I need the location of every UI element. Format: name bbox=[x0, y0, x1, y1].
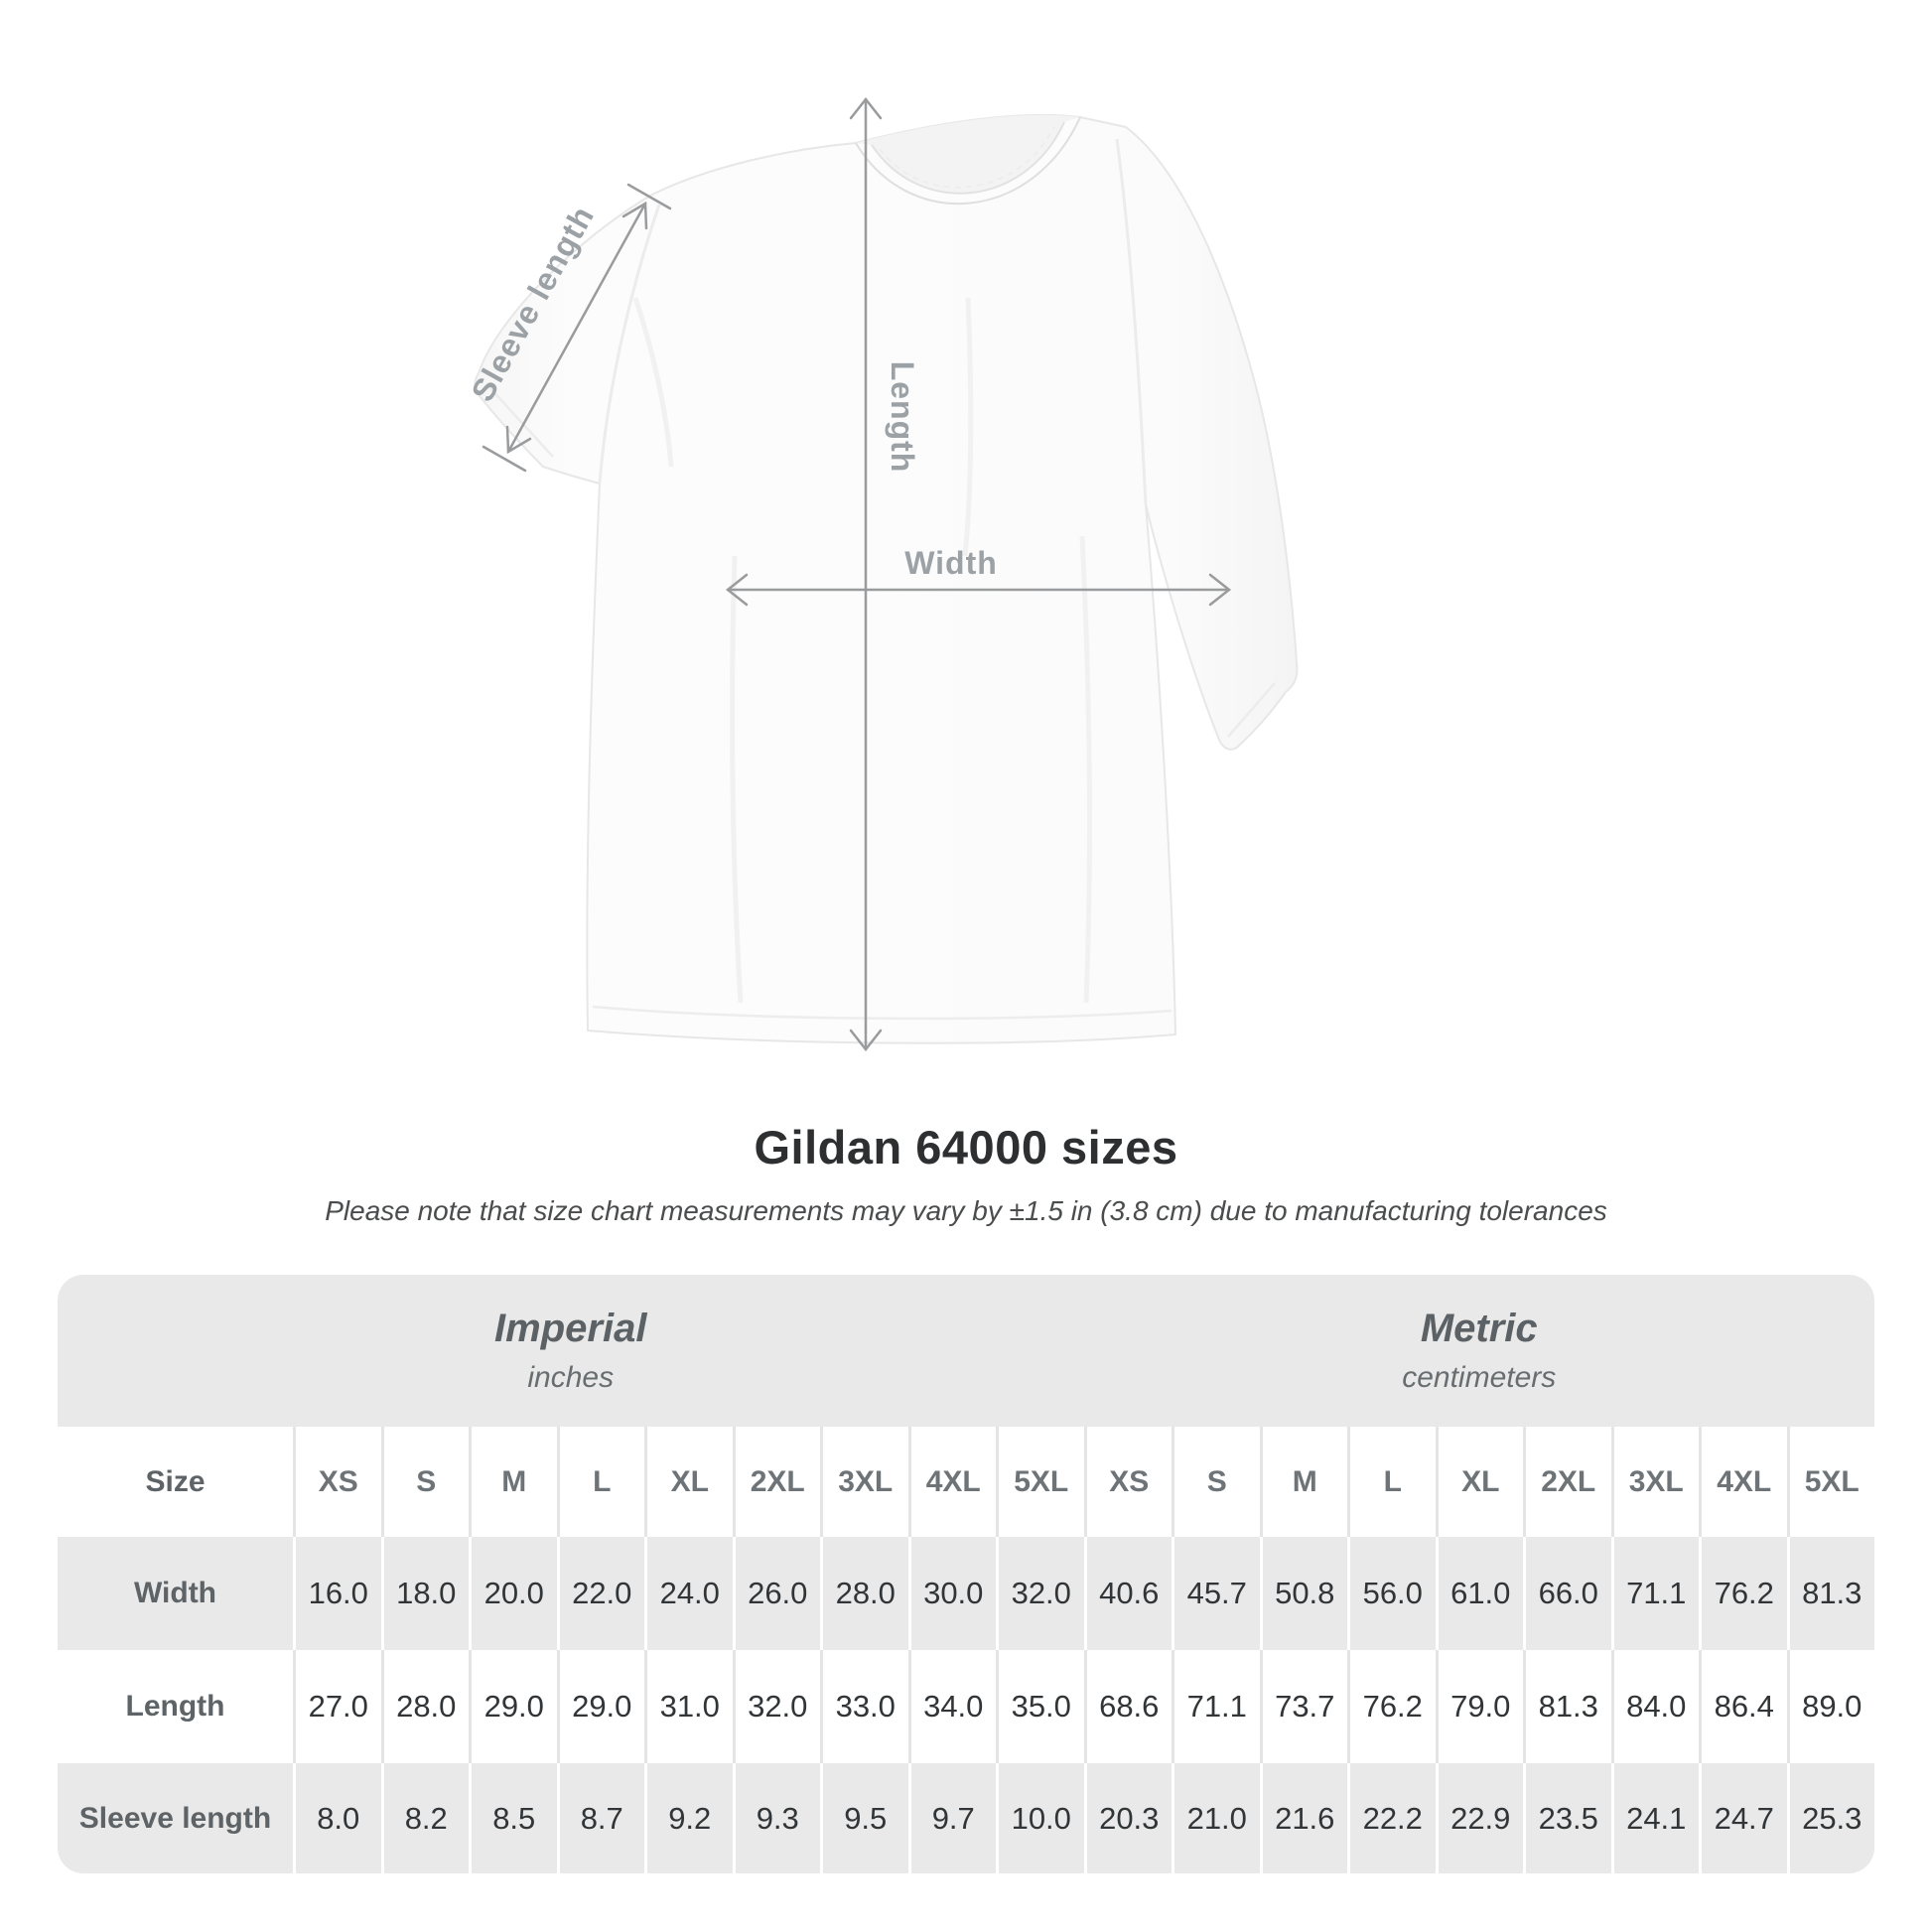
measurement-cell-metric: 24.7 bbox=[1699, 1763, 1787, 1873]
row-label: Sleeve length bbox=[58, 1763, 293, 1873]
size-header: S bbox=[1172, 1427, 1260, 1537]
measurement-cell-metric: 25.3 bbox=[1787, 1763, 1875, 1873]
size-header: L bbox=[557, 1427, 645, 1537]
page-title: Gildan 64000 sizes bbox=[754, 1121, 1178, 1173]
size-header: L bbox=[1347, 1427, 1436, 1537]
unit-group-imperial bbox=[58, 1275, 1084, 1427]
measurement-cell-imperial: 9.7 bbox=[908, 1763, 997, 1873]
unit-group-imperial-name: Imperial bbox=[494, 1307, 647, 1350]
measurement-cell-metric: 21.6 bbox=[1260, 1763, 1348, 1873]
measurement-cell-imperial: 8.5 bbox=[469, 1763, 557, 1873]
measurement-cell-metric: 50.8 bbox=[1260, 1537, 1348, 1650]
measurement-cell-imperial: 9.2 bbox=[644, 1763, 733, 1873]
measurement-cell-metric: 22.9 bbox=[1436, 1763, 1524, 1873]
size-header: 3XL bbox=[1611, 1427, 1700, 1537]
size-header: XS bbox=[1084, 1427, 1173, 1537]
size-table bbox=[58, 1275, 1874, 1873]
measurement-cell-metric: 73.7 bbox=[1260, 1650, 1348, 1763]
row-label: Width bbox=[58, 1537, 293, 1650]
measurement-cell-metric: 71.1 bbox=[1611, 1537, 1700, 1650]
measurement-cell-imperial: 8.7 bbox=[557, 1763, 645, 1873]
unit-group-imperial-unit: inches bbox=[527, 1361, 615, 1394]
measurement-cell-imperial: 29.0 bbox=[557, 1650, 645, 1763]
size-header: 3XL bbox=[820, 1427, 908, 1537]
measurement-cell-imperial: 31.0 bbox=[644, 1650, 733, 1763]
measurement-cell-imperial: 30.0 bbox=[908, 1537, 997, 1650]
unit-group-metric-unit: centimeters bbox=[1402, 1361, 1557, 1394]
measurement-cell-imperial: 32.0 bbox=[733, 1650, 821, 1763]
measurement-cell-metric: 76.2 bbox=[1347, 1650, 1436, 1763]
measurement-cell-imperial: 27.0 bbox=[293, 1650, 381, 1763]
length-label: Length bbox=[885, 360, 920, 474]
measurement-cell-imperial: 28.0 bbox=[820, 1537, 908, 1650]
measurement-cell-metric: 79.0 bbox=[1436, 1650, 1524, 1763]
measurement-cell-imperial: 35.0 bbox=[996, 1650, 1084, 1763]
measurement-cell-metric: 76.2 bbox=[1699, 1537, 1787, 1650]
row-label: Length bbox=[125, 1690, 225, 1723]
measurement-cell-metric: 21.0 bbox=[1172, 1763, 1260, 1873]
measurement-cell-metric: 81.3 bbox=[1523, 1650, 1611, 1763]
measurement-cell-metric: 22.2 bbox=[1347, 1763, 1436, 1873]
unit-group-metric-name: Metric bbox=[1420, 1307, 1538, 1350]
measurement-cell-metric: 86.4 bbox=[1699, 1650, 1787, 1763]
size-header: 5XL bbox=[996, 1427, 1084, 1537]
size-header: XL bbox=[1436, 1427, 1524, 1537]
measurement-cell-metric: 40.6 bbox=[1084, 1537, 1173, 1650]
measurement-cell-metric: 66.0 bbox=[1523, 1537, 1611, 1650]
measurement-cell-imperial: 33.0 bbox=[820, 1650, 908, 1763]
measurement-cell-metric: 84.0 bbox=[1611, 1650, 1700, 1763]
measurement-cell-imperial: 26.0 bbox=[733, 1537, 821, 1650]
measurement-cell-metric: 56.0 bbox=[1347, 1537, 1436, 1650]
measurement-cell-metric: 81.3 bbox=[1787, 1537, 1875, 1650]
size-header: 4XL bbox=[1699, 1427, 1787, 1537]
measurement-cell-imperial: 20.0 bbox=[469, 1537, 557, 1650]
measurement-cell-metric: 20.3 bbox=[1084, 1763, 1173, 1873]
size-header: 2XL bbox=[1523, 1427, 1611, 1537]
measurement-cell-imperial: 9.5 bbox=[820, 1763, 908, 1873]
measurement-cell-imperial: 34.0 bbox=[908, 1650, 997, 1763]
unit-group-metric bbox=[1084, 1275, 1875, 1427]
measurement-cell-metric: 23.5 bbox=[1523, 1763, 1611, 1873]
measurement-cell-metric: 24.1 bbox=[1611, 1763, 1700, 1873]
width-label: Width bbox=[904, 545, 998, 581]
size-header: XS bbox=[293, 1427, 381, 1537]
measurement-cell-imperial: 16.0 bbox=[293, 1537, 381, 1650]
size-header: S bbox=[381, 1427, 470, 1537]
measurement-cell-metric: 45.7 bbox=[1172, 1537, 1260, 1650]
measurement-cell-imperial: 28.0 bbox=[381, 1650, 470, 1763]
measurement-cell-metric: 61.0 bbox=[1436, 1537, 1524, 1650]
size-header: M bbox=[1260, 1427, 1348, 1537]
size-column-header: Size bbox=[145, 1464, 206, 1498]
measurement-cell-imperial: 32.0 bbox=[996, 1537, 1084, 1650]
measurement-cell-imperial: 10.0 bbox=[996, 1763, 1084, 1873]
measurement-cell-metric: 71.1 bbox=[1172, 1650, 1260, 1763]
size-header: 2XL bbox=[733, 1427, 821, 1537]
size-header: 4XL bbox=[908, 1427, 997, 1537]
measurement-cell-imperial: 22.0 bbox=[557, 1537, 645, 1650]
measurement-cell-metric: 89.0 bbox=[1787, 1650, 1875, 1763]
measurement-cell-imperial: 9.3 bbox=[733, 1763, 821, 1873]
measurement-cell-metric: 68.6 bbox=[1084, 1650, 1173, 1763]
sleeve-length-label: Sleeve length bbox=[464, 200, 602, 408]
measurement-cell-imperial: 24.0 bbox=[644, 1537, 733, 1650]
measurement-cell-imperial: 8.0 bbox=[293, 1763, 381, 1873]
tshirt-body bbox=[475, 115, 1297, 1043]
measurement-cell-imperial: 18.0 bbox=[381, 1537, 470, 1650]
size-header: M bbox=[469, 1427, 557, 1537]
size-header: 5XL bbox=[1787, 1427, 1875, 1537]
size-header: XL bbox=[644, 1427, 733, 1537]
tolerance-note: Please note that size chart measurements may vary by ±1.5 in (3.8 cm) due to manufacturing tolerances bbox=[325, 1195, 1607, 1226]
measurement-cell-imperial: 29.0 bbox=[469, 1650, 557, 1763]
measurement-cell-imperial: 8.2 bbox=[381, 1763, 470, 1873]
